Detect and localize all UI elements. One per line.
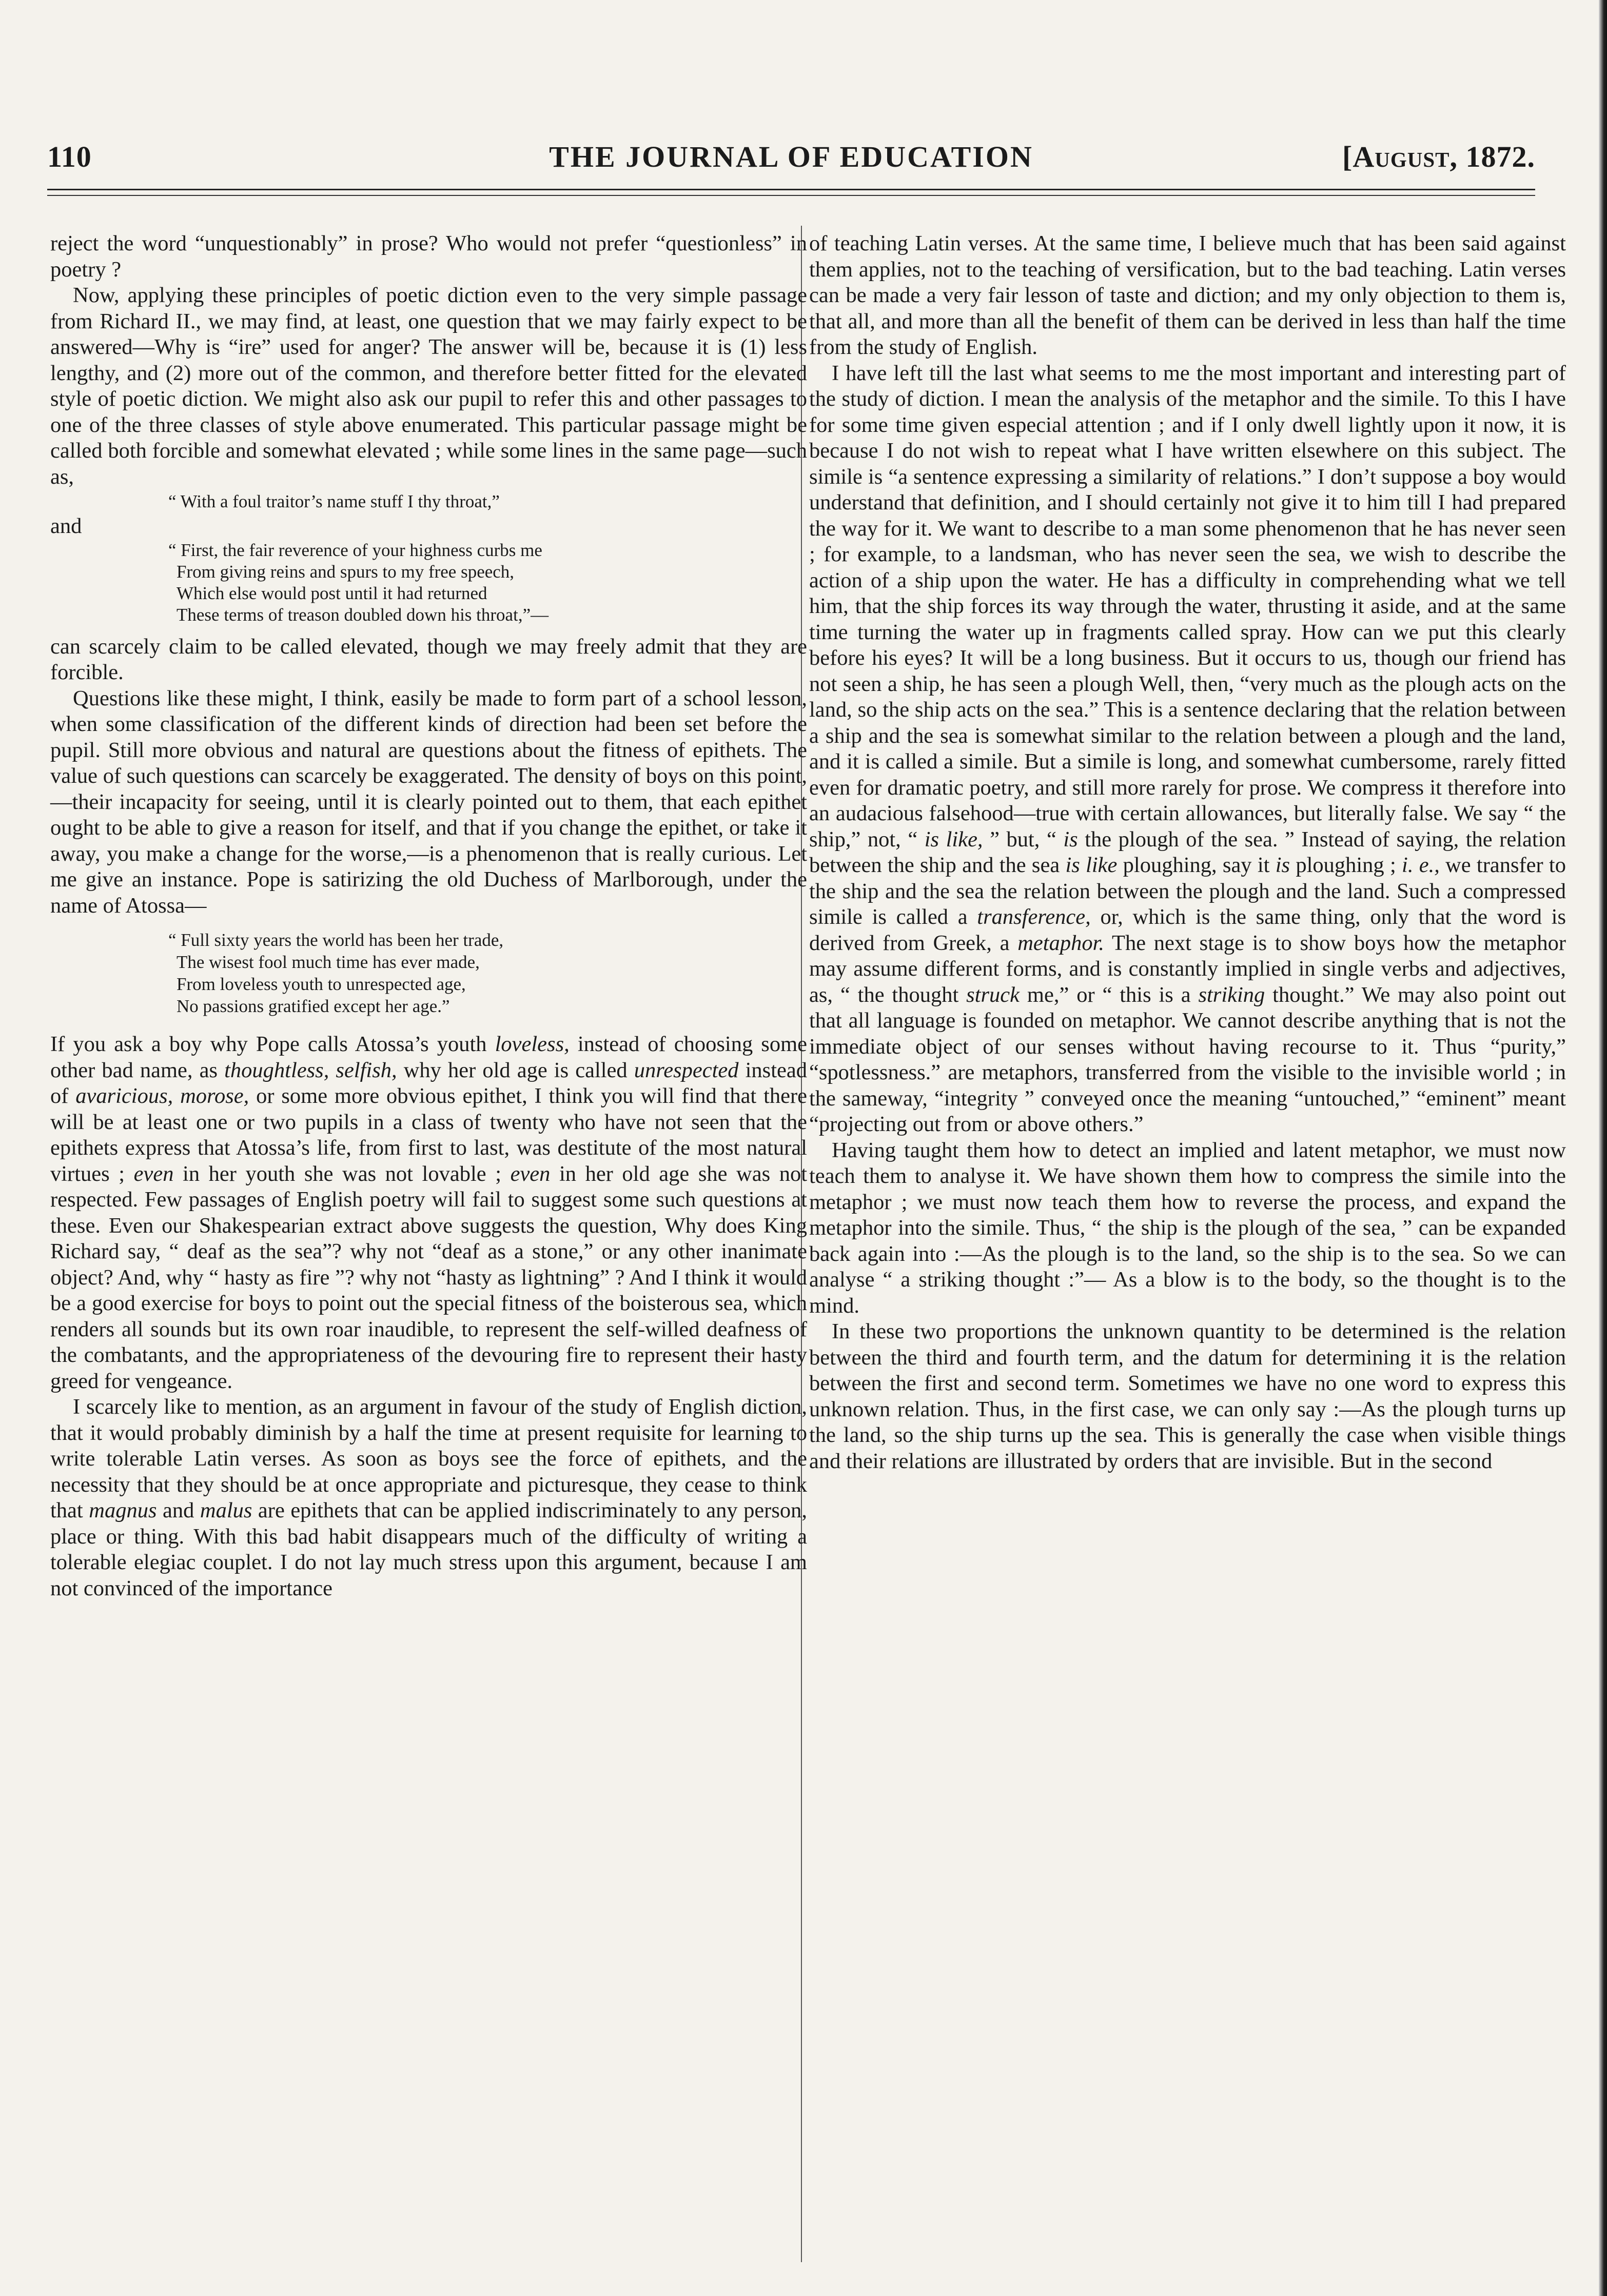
- quote-line: No passions gratified except her age.”: [177, 996, 450, 1016]
- italic-run: metaphor.: [1017, 931, 1105, 955]
- text-run: me,” or “ this is a: [1020, 982, 1199, 1007]
- quote-line: Which else would post until it had returned: [177, 583, 487, 603]
- text-run: ploughing, say it: [1117, 853, 1276, 877]
- text-run: why her old age is called: [397, 1058, 634, 1082]
- text-run: ploughing ;: [1290, 853, 1402, 877]
- italic-run: is like: [1065, 853, 1118, 877]
- paragraph: In these two proportions the unknown quantity to be determined is the relation between the third and fourth term, and the datum for determining it is the relation between the first and second term. Sometimes we have no one word to express this unknown relation. Thus, in the first case, we can only say :—As the plough turns up the land, so the ship turns up the sea. This is generally the case when visible things and their relations are illustrated by orders that are invisible. But in the second: [809, 1319, 1566, 1473]
- block-quote: [168, 491, 807, 512]
- italic-run: thoughtless, selfish,: [224, 1058, 397, 1082]
- header-rule-thin: [47, 195, 1535, 196]
- text-run: are epithets that can be applied indiscriminately to any person, place or thing. With this bad habit disappears much of the difficulty of writing a tolerable elegiac couplet. I do not lay much stress upon this argument, because I am not convinced of the importance: [50, 1498, 808, 1600]
- page-edge-shadow: [1599, 0, 1607, 2296]
- right-column: [809, 231, 1566, 1474]
- italic-run: even: [510, 1161, 551, 1186]
- page-number: 110: [47, 140, 92, 173]
- quote-line: These terms of treason doubled down his throat,”—: [177, 604, 549, 625]
- issue-date: [August, 1872.: [1342, 140, 1535, 173]
- paragraph: Now, applying these principles of poetic diction even to the very simple passage from Richard II., we may find, at least, one question that we may fairly expect to be answered—Why is “ire” used for anger? The answer will be, because it is (1) less lengthy, and (2) more out of the common, and therefore better fitted for the elevated style of poetic diction. We might also ask our pupil to refer this and other passages to one of the three classes of style above enumerated. This particular passage might be called both forcible and somewhat elevated ; while some lines in the same page—such as,: [50, 283, 807, 489]
- text-run: or, which is the same thing, only that the word is derived from Greek, a: [809, 905, 1566, 955]
- italic-run: unrespected: [634, 1058, 739, 1082]
- paragraph: of teaching Latin verses. At the same time, I believe much that has been said against them applies, not to the teaching of versification, but to the bad teaching. Latin verses can be made a very fair lesson of taste and diction; and my only objection to them is, that all, and more than all the benefit of them can be derived in less than half the time from the study of English.: [809, 231, 1566, 359]
- running-header: [47, 140, 1535, 181]
- text-run: we transfer to the ship and the sea the relation between the plough and the land. Such a compressed simile is called a: [809, 853, 1566, 929]
- text-run: ” but, “: [983, 827, 1064, 852]
- italic-run: magnus: [89, 1498, 157, 1522]
- italic-run: i. e.,: [1402, 853, 1440, 877]
- text-run: instead of choosing some other bad name, as: [50, 1032, 807, 1082]
- text-run: I scarcely like to mention, as an argument in favour of the study of English diction, that it would probably diminish by a half the time at present requisite for learning to write tolerable Latin verses. As soon as boys see the force of epithets, and the necessity that they should be at once appropriate and picturesque, they cease to think that: [50, 1395, 807, 1522]
- paragraph: Having taught them how to detect an implied and latent metaphor, we must now teach them to analyse it. We have shown them how to compress the simile into the metaphor ; we must now teach them how to reverse the process, and expand the metaphor into the simile. Thus, “ the ship is the plough of the sea, ” can be expanded back again into :—As the plough is to the land, so the ship is to the sea. So we can analyse “ a striking thought :”— As a blow is to the body, so the thought is to the mind.: [809, 1138, 1566, 1318]
- quote-line: From loveless youth to unrespected age,: [177, 974, 466, 994]
- italic-run: even: [133, 1161, 174, 1186]
- journal-title: THE JOURNAL OF EDUCATION: [549, 140, 1033, 173]
- italic-run: is: [1063, 827, 1078, 852]
- quote-line: The wisest fool much time has ever made,: [177, 952, 480, 972]
- text-run: thought.” We may also point out that all language is founded on metaphor. We cannot describe anything that is not the immediate object of our senses without having recourse to it. Thus “purity,” “spotlessness.” are metaphors, transferred from the visible to the invisible world ; in the sameway, “integrity ” conveyed once the meaning “untouched,” “eminent” meant “projecting out from or above others.”: [809, 982, 1566, 1136]
- block-quote: [168, 929, 807, 1017]
- text-run: The next stage is to show boys how the metaphor may assume different forms, and is constantly implied in single verbs and adjectives, as, “ the thought: [809, 931, 1566, 1007]
- text-run: I have left till the last what seems to me the most important and interesting part of the study of diction. I mean the analysis of the metaphor and the simile. To this I have for some time given especial attention ; and if I only dwell lightly upon it now, it is because I do not wish to repeat what I have written elsewhere on this subject. The simile is “a sentence expressing a similarity of relations.” I don’t suppose a boy would understand that definition, and I should certainly not give it to him till I had prepared the way for it. We want to describe to a man some phenomenon that he has never seen ; for example, to a landsman, who has never seen the sea, we wish to describe the action of a ship upon the water. He has a difficulty in comprehending what we tell him, that the ship forces its way through the water, thrusting it aside, and at the same time turning the water up in fragments called spray. How can we put this clearly before his eyes? It will be a long business. But it occurs to us, though our friend has not seen a ship, he has seen a plough Well, then, “very much as the plough acts on the land, so the ship acts on the sea.” This is a sentence declaring that the relation between a ship and the sea is somewhat similar to the relation between a plough and the land, and it is called a simile. But a simile is long, and somewhat cumbersome, rarely fitted even for dramatic poetry, and still more rarely for prose. We compress it therefore into an audacious falsehood—true with certain allowances, but literally false. We say “ the ship,” not, “: [809, 361, 1566, 852]
- quote-line: “ Full sixty years the world has been her trade,: [168, 930, 504, 950]
- quote-line: “ First, the fair reverence of your highness curbs me: [168, 540, 542, 560]
- text-run: in her old age she was not respected. Few passages of English poetry will fail to suggest some such questions at these. Even our Shakespearian extract above suggests the question, Why does King Richard say, “ deaf as the sea”? why not “deaf as a stone,” or any other inanimate object? And, why “ hasty as fire ”? why not “hasty as lightning” ? And I think it would be a good exercise for boys to point out the special fitness of the boisterous sea, which renders all sounds but its own roar inaudible, to represent the self-willed deafness of the combatants, and the appropriateness of the devouring fire to represent their hasty greed for vengeance.: [50, 1161, 807, 1393]
- italic-run: is like,: [924, 827, 983, 852]
- text-run: or some more obvious epithet, I think you will find that there will be at least one or two pupils in a class of twenty who have not seen that the epithets express that Atossa’s life, from first to last, was destitute of the most natural virtues ;: [50, 1084, 808, 1186]
- text-run: and: [156, 1498, 200, 1522]
- italic-run: struck: [966, 982, 1020, 1007]
- quote-line: From giving reins and spurs to my free speech,: [177, 561, 515, 582]
- italic-run: loveless,: [495, 1032, 570, 1056]
- italic-run: striking: [1198, 982, 1265, 1007]
- block-quote: [168, 540, 807, 626]
- paragraph: Questions like these might, I think, easily be made to form part of a school lesson, when some classification of the different kinds of direction had been set before the pupil. Still more obvious and natural are questions about the fitness of epithets. The value of such questions can scarcely be exaggerated. The density of boys on this point,—their incapacity for seeing, until it is clearly pointed out to them, that each epithet ought to be able to give a reason for itself, and that if you change the epithet, or take it away, you make a change for the worse,—is a phenomenon that is really curious. Let me give an instance. Pope is satirizing the old Duchess of Marlborough, under the name of Atossa—: [50, 686, 807, 918]
- italic-run: is: [1275, 853, 1290, 877]
- quote-line: “ With a foul traitor’s name stuff I thy throat,”: [168, 491, 500, 511]
- paragraph: can scarcely claim to be called elevated, though we may freely admit that they are forcible.: [50, 634, 807, 684]
- italic-run: avaricious, morose,: [75, 1084, 249, 1108]
- paragraph: [809, 361, 1566, 1138]
- italic-run: malus: [200, 1498, 252, 1522]
- header-rule-thick: [47, 189, 1535, 190]
- text-run: the plough of the sea. ” Instead of saying, the relation between the ship and the sea: [809, 827, 1566, 877]
- left-column: [50, 231, 807, 1601]
- text-run: in her youth she was not lovable ;: [173, 1161, 511, 1186]
- paragraph: [50, 1032, 807, 1394]
- connective-word: and: [50, 514, 82, 538]
- text-run: If you ask a boy why Pope calls Atossa’s youth: [50, 1032, 495, 1056]
- paragraph: reject the word “unquestionably” in prose? Who would not prefer “questionless” in poetry ?: [50, 231, 807, 282]
- paragraph: [50, 1394, 807, 1601]
- text-run: instead of: [50, 1058, 807, 1108]
- italic-run: transference,: [977, 905, 1091, 929]
